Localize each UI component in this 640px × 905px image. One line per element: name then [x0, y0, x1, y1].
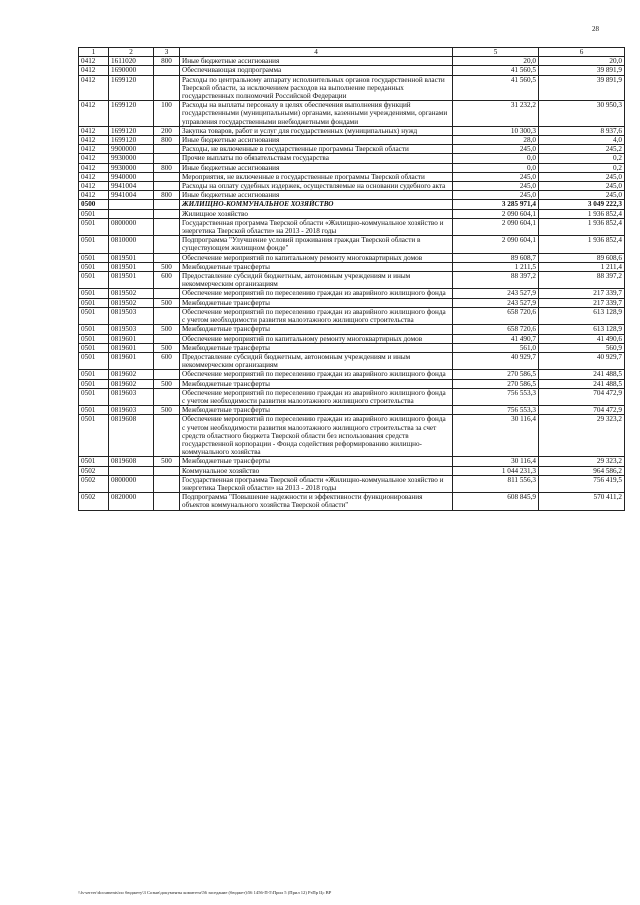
target-article-cell: 9930000	[109, 154, 154, 163]
item-name-cell: Обеспечение мероприятий по переселению граждан из аварийного жилищного фонда с учетом необходимости развития малоэтажного жилищного строительства за счет средств областного бюджета Тверской области без использования средств государственной корпорации - Фонда содействия реформированию жилищно-коммунального хозяйства	[180, 415, 453, 457]
item-name-cell: Мероприятия, не включенные в государственные программы Тверской области	[180, 172, 453, 181]
section-code-cell: 0501	[79, 218, 109, 235]
table-header-row	[79, 48, 625, 57]
section-code-cell: 0501	[79, 262, 109, 271]
target-article-cell: 1611020	[109, 57, 154, 66]
amount-actual-cell: 613 128,9	[539, 307, 625, 324]
target-article-cell	[109, 466, 154, 475]
target-article-cell: 0819601	[109, 343, 154, 352]
section-code-cell: 0412	[79, 57, 109, 66]
section-code-cell: 0501	[79, 307, 109, 324]
section-code-cell: 0502	[79, 466, 109, 475]
expense-type-cell	[154, 218, 180, 235]
amount-plan-cell: 41 490,7	[453, 334, 539, 343]
target-article-cell: 9941004	[109, 182, 154, 191]
amount-plan-cell: 245,0	[453, 145, 539, 154]
expense-type-cell	[154, 289, 180, 298]
amount-plan-cell: 0,0	[453, 154, 539, 163]
target-article-cell: 9940000	[109, 172, 154, 181]
table-row	[79, 200, 625, 209]
amount-actual-cell: 1 936 852,4	[539, 209, 625, 218]
table-row	[79, 253, 625, 262]
expense-type-cell: 500	[154, 298, 180, 307]
amount-actual-cell: 245,0	[539, 172, 625, 181]
item-name-cell: Расходы на выплаты персоналу в целях обеспечения выполнения функций государственными (муниципальными) органами, казенными учреждениями, органами управления государственными внебюджетными фондами	[180, 101, 453, 127]
table-row	[79, 415, 625, 457]
amount-actual-cell: 30 950,3	[539, 101, 625, 127]
amount-actual-cell: 704 472,9	[539, 406, 625, 415]
amount-actual-cell: 1 936 852,4	[539, 236, 625, 253]
table-row	[79, 136, 625, 145]
target-article-cell: 0800000	[109, 218, 154, 235]
section-code-cell: 0501	[79, 298, 109, 307]
item-name-cell: Обеспечение мероприятий по капитальному ремонту многоквартирных домов	[180, 253, 453, 262]
table-row	[79, 75, 625, 101]
expense-type-cell	[154, 334, 180, 343]
amount-actual-cell: 217 339,7	[539, 289, 625, 298]
target-article-cell	[109, 209, 154, 218]
item-name-cell: Прочие выплаты по обязательствам государства	[180, 154, 453, 163]
section-code-cell: 0501	[79, 289, 109, 298]
target-article-cell: 0819602	[109, 370, 154, 379]
item-name-cell: Коммунальное хозяйство	[180, 466, 453, 475]
amount-actual-cell: 245,0	[539, 182, 625, 191]
amount-plan-cell: 10 300,3	[453, 126, 539, 135]
item-name-cell: Закупка товаров, работ и услуг для государственных (муниципальных) нужд	[180, 126, 453, 135]
item-name-cell: Обеспечение мероприятий по капитальному ремонту многоквартирных домов	[180, 334, 453, 343]
expense-type-cell	[154, 200, 180, 209]
amount-actual-cell: 88 397,2	[539, 272, 625, 289]
target-article-cell: 9930000	[109, 163, 154, 172]
target-article-cell: 0819503	[109, 325, 154, 334]
item-name-cell: Обеспечивающая подпрограмма	[180, 66, 453, 75]
amount-actual-cell: 613 128,9	[539, 325, 625, 334]
section-code-cell: 0501	[79, 457, 109, 466]
target-article-cell: 0819602	[109, 379, 154, 388]
column-header: 2	[109, 48, 154, 57]
expense-type-cell: 100	[154, 101, 180, 127]
section-code-cell: 0500	[79, 200, 109, 209]
column-header: 5	[453, 48, 539, 57]
table-row	[79, 209, 625, 218]
target-article-cell: 0820000	[109, 493, 154, 510]
expense-type-cell: 500	[154, 379, 180, 388]
column-header: 4	[180, 48, 453, 57]
target-article-cell: 0819601	[109, 352, 154, 369]
amount-plan-cell: 20,0	[453, 57, 539, 66]
expense-type-cell	[154, 66, 180, 75]
table-row	[79, 57, 625, 66]
amount-plan-cell: 88 397,2	[453, 272, 539, 289]
section-code-cell: 0501	[79, 343, 109, 352]
section-code-cell: 0501	[79, 370, 109, 379]
section-code-cell: 0412	[79, 101, 109, 127]
section-code-cell: 0412	[79, 145, 109, 154]
amount-actual-cell: 89 608,6	[539, 253, 625, 262]
amount-plan-cell: 245,0	[453, 191, 539, 200]
table-row	[79, 334, 625, 343]
expense-type-cell: 600	[154, 272, 180, 289]
amount-actual-cell: 29 323,2	[539, 457, 625, 466]
target-article-cell: 0819608	[109, 457, 154, 466]
column-header: 1	[79, 48, 109, 57]
amount-plan-cell: 3 285 971,4	[453, 200, 539, 209]
item-name-cell: Предоставление субсидий бюджетным, автономным учреждениям и иным некоммерческим организациям	[180, 272, 453, 289]
target-article-cell: 1699120	[109, 101, 154, 127]
amount-plan-cell: 243 527,9	[453, 289, 539, 298]
section-code-cell: 0501	[79, 209, 109, 218]
amount-plan-cell: 30 116,4	[453, 457, 539, 466]
item-name-cell: Обеспечение мероприятий по переселению граждан из аварийного жилищного фонда	[180, 289, 453, 298]
item-name-cell: Подпрограмма "Повышение надежности и эффективности функционирования объектов коммунального хозяйства Тверской области"	[180, 493, 453, 510]
item-name-cell: Межбюджетные трансферты	[180, 298, 453, 307]
amount-plan-cell: 561,0	[453, 343, 539, 352]
amount-plan-cell: 1 044 231,3	[453, 466, 539, 475]
budget-table	[78, 47, 625, 511]
section-code-cell: 0412	[79, 154, 109, 163]
amount-plan-cell: 2 090 604,1	[453, 218, 539, 235]
table-row	[79, 352, 625, 369]
amount-actual-cell: 570 411,2	[539, 493, 625, 510]
item-name-cell: Иные бюджетные ассигнования	[180, 163, 453, 172]
expense-type-cell: 500	[154, 262, 180, 271]
column-header: 3	[154, 48, 180, 57]
amount-actual-cell: 241 488,5	[539, 370, 625, 379]
item-name-cell: Межбюджетные трансферты	[180, 379, 453, 388]
section-code-cell: 0501	[79, 253, 109, 262]
amount-actual-cell: 39 891,9	[539, 75, 625, 101]
target-article-cell: 9941004	[109, 191, 154, 200]
amount-actual-cell: 40 929,7	[539, 352, 625, 369]
expense-type-cell	[154, 172, 180, 181]
table-row	[79, 493, 625, 510]
amount-plan-cell: 1 211,5	[453, 262, 539, 271]
amount-plan-cell: 811 556,3	[453, 475, 539, 492]
amount-actual-cell: 4,0	[539, 136, 625, 145]
expense-type-cell: 800	[154, 136, 180, 145]
section-code-cell: 0412	[79, 75, 109, 101]
amount-plan-cell: 658 720,6	[453, 307, 539, 324]
item-name-cell: Иные бюджетные ассигнования	[180, 57, 453, 66]
amount-plan-cell: 245,0	[453, 172, 539, 181]
amount-plan-cell: 2 090 604,1	[453, 209, 539, 218]
amount-plan-cell: 756 553,3	[453, 406, 539, 415]
target-article-cell: 0819502	[109, 289, 154, 298]
expense-type-cell: 800	[154, 191, 180, 200]
section-code-cell: 0412	[79, 191, 109, 200]
amount-plan-cell: 41 560,5	[453, 66, 539, 75]
table-row	[79, 163, 625, 172]
amount-actual-cell: 217 339,7	[539, 298, 625, 307]
amount-actual-cell: 245,0	[539, 191, 625, 200]
amount-plan-cell: 245,0	[453, 182, 539, 191]
amount-actual-cell: 20,0	[539, 57, 625, 66]
table-row	[79, 466, 625, 475]
table-row	[79, 457, 625, 466]
amount-actual-cell: 704 472,9	[539, 388, 625, 405]
table-row	[79, 379, 625, 388]
table-row	[79, 475, 625, 492]
amount-actual-cell: 964 586,2	[539, 466, 625, 475]
expense-type-cell: 200	[154, 126, 180, 135]
amount-actual-cell: 1 936 852,4	[539, 218, 625, 235]
expense-type-cell: 600	[154, 352, 180, 369]
table-row	[79, 343, 625, 352]
expense-type-cell	[154, 253, 180, 262]
target-article-cell: 1690000	[109, 66, 154, 75]
table-row	[79, 101, 625, 127]
target-article-cell: 0819608	[109, 415, 154, 457]
item-name-cell: Жилищное хозяйство	[180, 209, 453, 218]
section-code-cell: 0412	[79, 126, 109, 135]
expense-type-cell: 500	[154, 325, 180, 334]
item-name-cell: Обеспечение мероприятий по переселению граждан из аварийного жилищного фонда с учетом необходимости развития малоэтажного жилищного строительства	[180, 307, 453, 324]
item-name-cell: ЖИЛИЩНО-КОММУНАЛЬНОЕ ХОЗЯЙСТВО	[180, 200, 453, 209]
section-code-cell: 0501	[79, 272, 109, 289]
table-row	[79, 66, 625, 75]
target-article-cell: 0819603	[109, 388, 154, 405]
table-row	[79, 172, 625, 181]
section-code-cell: 0412	[79, 66, 109, 75]
amount-actual-cell: 39 891,9	[539, 66, 625, 75]
target-article-cell: 0819601	[109, 334, 154, 343]
item-name-cell: Межбюджетные трансферты	[180, 406, 453, 415]
amount-plan-cell: 2 090 604,1	[453, 236, 539, 253]
amount-plan-cell: 658 720,6	[453, 325, 539, 334]
table-row	[79, 272, 625, 289]
item-name-cell: Обеспечение мероприятий по переселению граждан из аварийного жилищного фонда с учетом необходимости развития малоэтажного жилищного строительства	[180, 388, 453, 405]
expense-type-cell: 500	[154, 406, 180, 415]
item-name-cell: Государственная программа Тверской области «Жилищно-коммунальное хозяйство и энергетика Тверской области» на 2013 - 2018 годы	[180, 218, 453, 235]
amount-actual-cell: 241 488,5	[539, 379, 625, 388]
section-code-cell: 0501	[79, 415, 109, 457]
table-row	[79, 406, 625, 415]
amount-plan-cell: 270 586,5	[453, 370, 539, 379]
table-row	[79, 388, 625, 405]
target-article-cell: 9900000	[109, 145, 154, 154]
amount-actual-cell: 0,2	[539, 154, 625, 163]
item-name-cell: Подпрограмма "Улучшение условий проживания граждан Тверской области в существующем жилищном фонде"	[180, 236, 453, 253]
expense-type-cell	[154, 475, 180, 492]
expense-type-cell	[154, 307, 180, 324]
table-row	[79, 370, 625, 379]
item-name-cell: Обеспечение мероприятий по переселению граждан из аварийного жилищного фонда	[180, 370, 453, 379]
target-article-cell: 0819502	[109, 298, 154, 307]
target-article-cell: 0800000	[109, 475, 154, 492]
table-row	[79, 289, 625, 298]
expense-type-cell	[154, 370, 180, 379]
amount-actual-cell: 29 323,2	[539, 415, 625, 457]
item-name-cell: Иные бюджетные ассигнования	[180, 191, 453, 200]
table-row	[79, 307, 625, 324]
item-name-cell: Расходы, не включенные в государственные программы Тверской области	[180, 145, 453, 154]
section-code-cell: 0412	[79, 136, 109, 145]
item-name-cell: Иные бюджетные ассигнования	[180, 136, 453, 145]
section-code-cell: 0502	[79, 475, 109, 492]
amount-actual-cell: 0,2	[539, 163, 625, 172]
amount-actual-cell: 245,2	[539, 145, 625, 154]
expense-type-cell	[154, 75, 180, 101]
table-row	[79, 126, 625, 135]
target-article-cell	[109, 200, 154, 209]
amount-plan-cell: 270 586,5	[453, 379, 539, 388]
table-row	[79, 325, 625, 334]
target-article-cell: 1699120	[109, 75, 154, 101]
item-name-cell: Межбюджетные трансферты	[180, 343, 453, 352]
item-name-cell: Межбюджетные трансферты	[180, 325, 453, 334]
amount-actual-cell: 3 049 222,3	[539, 200, 625, 209]
section-code-cell: 0501	[79, 352, 109, 369]
table-row	[79, 218, 625, 235]
target-article-cell: 1699120	[109, 136, 154, 145]
amount-plan-cell: 608 845,9	[453, 493, 539, 510]
target-article-cell: 0819501	[109, 272, 154, 289]
table-row	[79, 298, 625, 307]
target-article-cell: 0819503	[109, 307, 154, 324]
section-code-cell: 0501	[79, 406, 109, 415]
target-article-cell: 1699120	[109, 126, 154, 135]
table-row	[79, 191, 625, 200]
page-number: 28	[592, 25, 599, 33]
expense-type-cell	[154, 236, 180, 253]
item-name-cell: Расходы по центральному аппарату исполнительных органов государственной власти Тверской области, за исключением расходов на выполнение переданных государственных полномочий Российской Федерации	[180, 75, 453, 101]
table-row	[79, 182, 625, 191]
amount-plan-cell: 0,0	[453, 163, 539, 172]
target-article-cell: 0819501	[109, 262, 154, 271]
table-row	[79, 236, 625, 253]
amount-plan-cell: 243 527,9	[453, 298, 539, 307]
expense-type-cell	[154, 466, 180, 475]
section-code-cell: 0502	[79, 493, 109, 510]
amount-actual-cell: 756 419,5	[539, 475, 625, 492]
section-code-cell: 0501	[79, 388, 109, 405]
section-code-cell: 0412	[79, 182, 109, 191]
expense-type-cell	[154, 388, 180, 405]
target-article-cell: 0819603	[109, 406, 154, 415]
section-code-cell: 0412	[79, 172, 109, 181]
target-article-cell: 0819501	[109, 253, 154, 262]
section-code-cell: 0412	[79, 163, 109, 172]
file-path-footer: \\fs-server\documents\по бюджету\3 Созыв\документы комитета\56 заседание (бюджет)\56 1456-П-5\Прил 5 (Прил 12) РзПр Цс ВР	[78, 890, 332, 895]
table-row	[79, 154, 625, 163]
expense-type-cell: 500	[154, 343, 180, 352]
item-name-cell: Государственная программа Тверской области «Жилищно-коммунальное хозяйство и энергетика Тверской области» на 2013 - 2018 годы	[180, 475, 453, 492]
expense-type-cell	[154, 182, 180, 191]
expense-type-cell	[154, 493, 180, 510]
item-name-cell: Расходы на оплату судебных издержек, осуществляемые на основании судебного акта	[180, 182, 453, 191]
section-code-cell: 0501	[79, 379, 109, 388]
item-name-cell: Межбюджетные трансферты	[180, 262, 453, 271]
table-row	[79, 262, 625, 271]
amount-plan-cell: 41 560,5	[453, 75, 539, 101]
amount-plan-cell: 30 116,4	[453, 415, 539, 457]
amount-plan-cell: 31 232,2	[453, 101, 539, 127]
expense-type-cell: 800	[154, 57, 180, 66]
expense-type-cell	[154, 145, 180, 154]
amount-actual-cell: 41 490,6	[539, 334, 625, 343]
expense-type-cell	[154, 415, 180, 457]
section-code-cell: 0501	[79, 236, 109, 253]
item-name-cell: Предоставление субсидий бюджетным, автономным учреждениям и иным некоммерческим организациям	[180, 352, 453, 369]
section-code-cell: 0501	[79, 334, 109, 343]
table-row	[79, 145, 625, 154]
amount-plan-cell: 756 553,3	[453, 388, 539, 405]
expense-type-cell	[154, 154, 180, 163]
target-article-cell: 0810000	[109, 236, 154, 253]
expense-type-cell	[154, 209, 180, 218]
amount-actual-cell: 560,9	[539, 343, 625, 352]
item-name-cell: Межбюджетные трансферты	[180, 457, 453, 466]
amount-plan-cell: 40 929,7	[453, 352, 539, 369]
column-header: 6	[539, 48, 625, 57]
section-code-cell: 0501	[79, 325, 109, 334]
expense-type-cell: 800	[154, 163, 180, 172]
amount-plan-cell: 89 608,7	[453, 253, 539, 262]
amount-plan-cell: 28,0	[453, 136, 539, 145]
amount-actual-cell: 8 937,6	[539, 126, 625, 135]
expense-type-cell: 500	[154, 457, 180, 466]
amount-actual-cell: 1 211,4	[539, 262, 625, 271]
